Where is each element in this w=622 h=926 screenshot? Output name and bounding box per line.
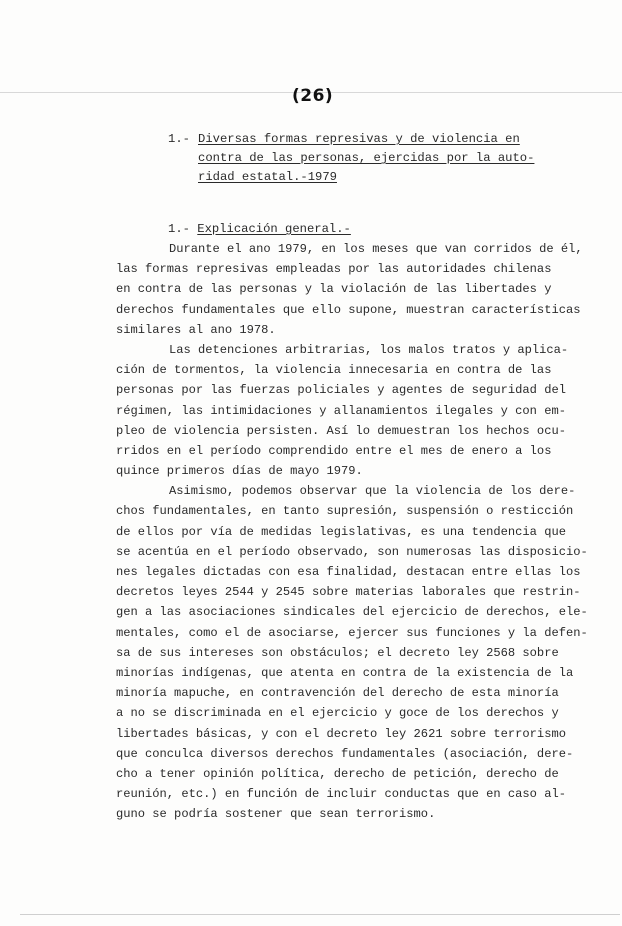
paragraph-line: en contra de las personas y la violación de las libertades y [116, 282, 552, 297]
paragraph-line: que conculca diversos derechos fundamentales (asociación, dere- [116, 746, 574, 761]
subsection-title: Explicación general.- [197, 222, 351, 236]
paragraph-line: gen a las asociaciones sindicales del ejercicio de derechos, ele- [116, 605, 588, 620]
paragraph-line: mentales, como el de asociarse, ejercer sus funciones y la defen- [116, 625, 588, 640]
subsection-heading [168, 220, 351, 239]
paragraph-3 [116, 481, 586, 824]
body-text [116, 239, 586, 824]
paragraph-line: quince primeros días de mayo 1979. [116, 464, 363, 479]
paragraph-line: derechos fundamentales que ello supone, muestran características [116, 302, 581, 317]
paragraph-line: régimen, las intimidaciones y allanamientos ilegales y con em- [116, 403, 566, 418]
section-heading-number: 1.- [168, 132, 190, 146]
section-heading-line: contra de las personas, ejercidas por la auto- [198, 151, 535, 165]
paragraph-line: nes legales dictadas con esa finalidad, destacan entre ellas los [116, 565, 581, 579]
paragraph-2 [116, 340, 586, 481]
paragraph-line: Las detenciones arbitrarias, los malos tratos y aplica- [169, 342, 569, 357]
subsection-number: 1.- [168, 222, 190, 236]
paragraph-line: guno se podría sostener que sean terrorismo. [116, 807, 436, 822]
paragraph-line: pleo de violencia persisten. Así lo demuestran los hechos ocu- [116, 423, 566, 438]
paragraph-line: reunión, etc.) en función de incluir conductas que en caso al- [116, 787, 566, 802]
paragraph-line: decretos leyes 2544 y 2545 sobre materias laborales que restrin- [116, 585, 581, 600]
paragraph-line: similares al ano 1978. [116, 322, 276, 337]
paragraph-line: chos fundamentales, en tanto supresión, suspensión o resticción [116, 504, 574, 519]
paragraph-1 [116, 239, 586, 340]
paragraph-line: las formas represivas empleadas por las autoridades chilenas [116, 262, 552, 277]
paragraph-line: rridos en el período comprendido entre el mes de enero a los [116, 443, 552, 458]
section-heading-line: Diversas formas represivas y de violencia en [198, 132, 520, 146]
paragraph-line: personas por las fuerzas policiales y agentes de seguridad del [116, 383, 566, 398]
section-heading-title [198, 130, 548, 187]
paragraph-line: de ellos por vía de medidas legislativas, es una tendencia que [116, 524, 566, 539]
paragraph-line: Durante el ano 1979, en los meses que van corridos de él, [169, 242, 583, 256]
section-heading-line: ridad estatal.-1979 [198, 170, 337, 184]
paragraph-line: cho a tener opinión política, derecho de petición, derecho de [116, 766, 559, 781]
paragraph-line: a no se discriminada en el ejercicio y goce de los derechos y [116, 706, 559, 721]
paragraph-line: sa de sus intereses son obstáculos; el decreto ley 2568 sobre [116, 645, 559, 660]
paragraph-line: ción de tormentos, la violencia innecesaria en contra de las [116, 363, 552, 378]
scan-edge-bottom [20, 914, 620, 915]
paragraph-line: se acentúa en el período observado, son numerosas las disposicio- [116, 544, 588, 559]
paragraph-line: Asimismo, podemos observar que la violencia de los dere- [169, 484, 576, 499]
paragraph-line: minorías indígenas, que atenta en contra de la existencia de la [116, 665, 574, 680]
page-number: (26) [292, 86, 334, 106]
paragraph-line: libertades básicas, y con el decreto ley 2621 sobre terrorismo [116, 726, 566, 741]
paragraph-line: minoría mapuche, en contravención del derecho de esta minoría [116, 686, 559, 701]
